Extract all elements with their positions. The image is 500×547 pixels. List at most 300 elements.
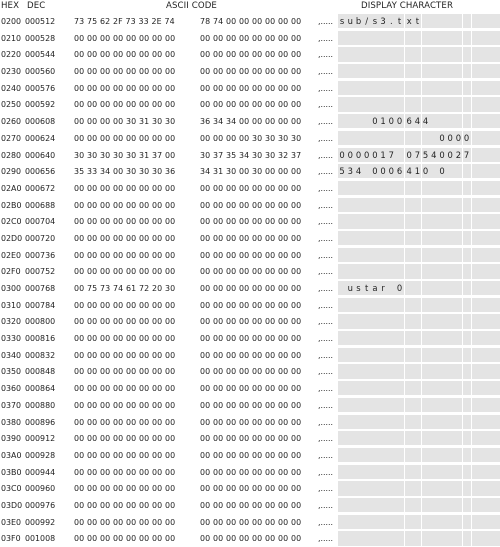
display-character-cells	[338, 113, 500, 130]
display-char-cell	[405, 481, 413, 495]
display-char-cell	[346, 214, 354, 228]
display-char-cell	[354, 481, 362, 495]
hex-address: 0330	[1, 334, 22, 344]
display-char-cell	[338, 448, 346, 462]
display-char-cell	[346, 498, 354, 512]
display-char-cell	[379, 47, 387, 61]
display-char-cell	[354, 114, 362, 128]
display-char-cell	[379, 331, 387, 345]
dec-address: 000608	[25, 117, 56, 127]
display-char-cell	[472, 264, 480, 278]
display-char-cell	[379, 398, 387, 412]
ascii-dots: ,.....	[318, 50, 334, 60]
display-char-cell	[463, 281, 471, 295]
display-char-cell	[489, 448, 497, 462]
display-char-cell: 5	[338, 164, 346, 178]
hex-bytes-group-1: 00 00 00 00 00 00 00 00	[74, 50, 176, 60]
table-row	[0, 280, 500, 297]
hex-bytes-group-2: 00 00 00 00 00 00 00 00	[200, 517, 302, 527]
display-char-cell	[395, 531, 403, 545]
display-char-cell	[430, 81, 438, 95]
display-char-cell	[354, 248, 362, 262]
display-char-cell: 0	[438, 148, 446, 162]
dec-address: 000880	[25, 400, 56, 410]
display-char-cell	[363, 164, 371, 178]
hex-bytes-group-1: 00 00 00 00 00 00 00 00	[74, 434, 176, 444]
ascii-dots: ,.....	[318, 33, 334, 43]
display-char-cell	[454, 97, 462, 111]
dec-address: 001008	[25, 534, 56, 544]
hex-bytes-group-2: 00 00 00 00 00 00 00 00	[200, 50, 302, 60]
display-char-cell	[463, 47, 471, 61]
display-char-cell	[363, 97, 371, 111]
display-char-cell	[430, 164, 438, 178]
hex-bytes-group-1: 00 00 00 00 00 00 00 00	[74, 467, 176, 477]
display-char-cell	[354, 47, 362, 61]
display-char-cell	[363, 364, 371, 378]
display-char-cell	[405, 281, 413, 295]
display-char-cell	[395, 298, 403, 312]
hex-bytes-group-2: 00 00 00 00 00 00 00 00	[200, 67, 302, 77]
display-char-cell	[413, 81, 421, 95]
display-char-cell	[422, 181, 430, 195]
display-character-cells	[338, 397, 500, 414]
display-char-cell	[405, 448, 413, 462]
display-char-cell	[413, 465, 421, 479]
display-char-cell	[430, 515, 438, 529]
display-char-cell	[463, 515, 471, 529]
display-char-cell	[489, 97, 497, 111]
display-char-cell	[454, 298, 462, 312]
display-char-cell	[430, 498, 438, 512]
display-char-cell	[430, 64, 438, 78]
hex-address: 0390	[1, 434, 22, 444]
display-char-cell	[395, 431, 403, 445]
display-char-cell: 7	[413, 148, 421, 162]
display-char-cell	[438, 331, 446, 345]
display-char-cell	[395, 81, 403, 95]
display-char-cell	[371, 131, 379, 145]
display-char-cell	[446, 281, 454, 295]
display-char-cell	[438, 498, 446, 512]
hex-bytes-group-2: 34 31 30 00 30 00 00 00	[200, 167, 302, 177]
display-char-cell	[338, 114, 346, 128]
display-char-cell	[489, 281, 497, 295]
hex-bytes-group-1: 00 00 00 00 00 00 00 00	[74, 484, 176, 494]
display-char-cell	[387, 181, 395, 195]
display-char-cell: 6	[395, 164, 403, 178]
display-char-cell	[379, 264, 387, 278]
hex-bytes-group-1: 00 00 00 00 00 00 00 00	[74, 133, 176, 143]
ascii-dots: ,.....	[318, 167, 334, 177]
display-char-cell	[338, 231, 346, 245]
hex-address: 0300	[1, 284, 22, 293]
display-char-cell	[463, 498, 471, 512]
display-char-cell: 0	[371, 164, 379, 178]
display-char-cell	[405, 381, 413, 395]
display-char-cell	[472, 81, 480, 95]
display-char-cell	[346, 348, 354, 362]
display-char-cell: 0	[438, 164, 446, 178]
table-row	[0, 30, 500, 47]
display-character-cells	[338, 163, 500, 180]
display-char-cell	[363, 198, 371, 212]
display-char-cell: t	[395, 14, 403, 28]
display-char-cell	[395, 148, 403, 162]
display-char-cell	[463, 31, 471, 45]
table-row	[0, 147, 500, 164]
display-char-cell	[422, 531, 430, 545]
display-char-cell	[480, 31, 488, 45]
hex-bytes-group-1: 00 00 00 00 30 31 30 30	[74, 117, 176, 127]
table-row	[0, 514, 500, 531]
display-character-cells	[338, 213, 500, 230]
display-char-cell	[454, 364, 462, 378]
dec-address: 000976	[25, 500, 56, 510]
display-character-cells	[338, 414, 500, 431]
display-char-cell	[379, 131, 387, 145]
display-char-cell	[454, 465, 462, 479]
display-character-cells	[338, 280, 500, 297]
display-char-cell	[346, 264, 354, 278]
hex-bytes-group-2: 00 00 00 00 00 00 00 00	[200, 284, 302, 293]
display-char-cell	[346, 198, 354, 212]
display-char-cell	[387, 314, 395, 328]
display-char-cell	[422, 298, 430, 312]
table-row	[0, 464, 500, 481]
display-char-cell	[413, 348, 421, 362]
display-char-cell	[405, 314, 413, 328]
display-char-cell	[480, 148, 488, 162]
display-char-cell	[387, 381, 395, 395]
table-row	[0, 80, 500, 97]
display-char-cell	[430, 281, 438, 295]
display-char-cell	[395, 131, 403, 145]
display-char-cell	[480, 364, 488, 378]
display-char-cell	[405, 81, 413, 95]
display-char-cell	[379, 248, 387, 262]
ascii-dots: ,.....	[318, 484, 334, 494]
display-char-cell	[354, 415, 362, 429]
display-char-cell	[446, 97, 454, 111]
hex-bytes-group-2: 00 00 00 00 00 00 00 00	[200, 400, 302, 410]
display-char-cell	[395, 448, 403, 462]
display-char-cell	[430, 431, 438, 445]
display-char-cell	[338, 531, 346, 545]
display-char-cell	[438, 415, 446, 429]
display-char-cell	[422, 281, 430, 295]
display-char-cell	[454, 281, 462, 295]
display-char-cell	[438, 31, 446, 45]
display-char-cell	[379, 415, 387, 429]
display-char-cell	[472, 181, 480, 195]
table-row	[0, 180, 500, 197]
display-character-cells	[338, 347, 500, 364]
hex-address: 0200	[1, 17, 22, 26]
display-char-cell	[379, 31, 387, 45]
display-char-cell	[463, 231, 471, 245]
table-row	[0, 163, 500, 180]
display-char-cell	[395, 415, 403, 429]
ascii-dots: ,.....	[318, 67, 334, 77]
display-char-cell	[405, 248, 413, 262]
display-char-cell	[405, 498, 413, 512]
display-char-cell	[446, 81, 454, 95]
display-char-cell: 4	[430, 148, 438, 162]
display-char-cell	[489, 64, 497, 78]
display-char-cell	[395, 364, 403, 378]
display-char-cell	[363, 314, 371, 328]
display-char-cell	[346, 515, 354, 529]
display-char-cell	[338, 415, 346, 429]
hex-address: 0260	[1, 117, 22, 127]
display-char-cell	[387, 31, 395, 45]
table-row	[0, 397, 500, 414]
display-character-cells	[338, 180, 500, 197]
dec-column-header: DEC	[27, 1, 46, 11]
display-char-cell	[422, 97, 430, 111]
display-char-cell	[463, 64, 471, 78]
ascii-code-header: ASCII CODE	[166, 1, 217, 11]
hex-bytes-group-1: 73 75 62 2F 73 33 2E 74	[74, 17, 175, 26]
hex-address: 0320	[1, 317, 22, 327]
display-char-cell	[472, 431, 480, 445]
display-char-cell	[387, 264, 395, 278]
display-char-cell	[489, 164, 497, 178]
ascii-dots: ,.....	[318, 334, 334, 344]
display-char-cell	[387, 214, 395, 228]
display-char-cell	[489, 214, 497, 228]
display-char-cell: 0	[446, 148, 454, 162]
display-char-cell	[438, 114, 446, 128]
display-char-cell	[463, 81, 471, 95]
display-char-cell: b	[354, 14, 362, 28]
display-char-cell	[395, 264, 403, 278]
display-character-cells	[338, 80, 500, 97]
display-char-cell: x	[405, 14, 413, 28]
display-char-cell: u	[346, 14, 354, 28]
dec-address: 000752	[25, 267, 56, 277]
display-char-cell	[387, 531, 395, 545]
display-char-cell	[354, 498, 362, 512]
display-char-cell	[371, 248, 379, 262]
ascii-dots: ,.....	[318, 317, 334, 327]
display-char-cell	[463, 97, 471, 111]
display-char-cell	[422, 448, 430, 462]
display-char-cell	[379, 231, 387, 245]
display-char-cell	[430, 364, 438, 378]
hex-bytes-group-2: 30 37 35 34 30 30 32 37	[200, 150, 302, 160]
display-char-cell	[379, 64, 387, 78]
hex-bytes-group-1: 00 00 00 00 00 00 00 00	[74, 33, 176, 43]
display-char-cell	[422, 331, 430, 345]
display-char-cell	[338, 181, 346, 195]
display-char-cell	[405, 364, 413, 378]
display-char-cell	[463, 214, 471, 228]
display-char-cell	[413, 498, 421, 512]
display-char-cell	[438, 515, 446, 529]
table-row	[0, 230, 500, 247]
display-char-cell	[379, 364, 387, 378]
display-char-cell	[438, 298, 446, 312]
display-char-cell	[371, 431, 379, 445]
display-char-cell	[387, 348, 395, 362]
display-char-cell	[413, 47, 421, 61]
display-char-cell	[371, 81, 379, 95]
display-char-cell: 0	[422, 164, 430, 178]
display-char-cell	[395, 47, 403, 61]
display-char-cell: s	[354, 281, 362, 295]
dec-address: 000624	[25, 133, 56, 143]
display-character-cells	[338, 497, 500, 514]
display-char-cell	[480, 431, 488, 445]
display-char-cell	[387, 131, 395, 145]
dec-address: 000944	[25, 467, 56, 477]
display-char-cell	[430, 131, 438, 145]
display-char-cell	[422, 314, 430, 328]
display-char-cell	[338, 264, 346, 278]
display-char-cell: 0	[387, 164, 395, 178]
display-char-cell	[354, 381, 362, 395]
display-char-cell	[371, 381, 379, 395]
display-char-cell	[430, 448, 438, 462]
display-char-cell	[446, 348, 454, 362]
display-char-cell	[480, 214, 488, 228]
display-char-cell	[422, 31, 430, 45]
display-char-cell	[446, 181, 454, 195]
table-row	[0, 363, 500, 380]
display-char-cell	[454, 481, 462, 495]
display-char-cell	[472, 465, 480, 479]
display-char-cell	[346, 364, 354, 378]
display-char-cell	[463, 264, 471, 278]
ascii-dots: ,.....	[318, 434, 334, 444]
display-char-cell	[422, 231, 430, 245]
display-char-cell	[472, 214, 480, 228]
display-char-cell	[346, 531, 354, 545]
display-char-cell	[430, 214, 438, 228]
dec-address: 000960	[25, 484, 56, 494]
display-char-cell	[454, 14, 462, 28]
display-char-cell	[446, 465, 454, 479]
display-char-cell	[463, 181, 471, 195]
display-char-cell	[480, 298, 488, 312]
display-character-cells	[338, 530, 500, 547]
hex-bytes-group-2: 00 00 00 00 00 00 00 00	[200, 100, 302, 110]
display-char-cell: r	[379, 281, 387, 295]
display-char-cell	[454, 448, 462, 462]
display-char-cell	[454, 331, 462, 345]
display-char-cell	[371, 298, 379, 312]
display-char-cell	[413, 481, 421, 495]
display-char-cell	[346, 314, 354, 328]
display-char-cell	[413, 281, 421, 295]
display-char-cell	[395, 97, 403, 111]
display-char-cell: 0	[354, 148, 362, 162]
display-char-cell	[371, 481, 379, 495]
display-char-cell	[354, 314, 362, 328]
display-char-cell: 0	[346, 148, 354, 162]
display-char-cell: 5	[422, 148, 430, 162]
table-row	[0, 13, 500, 30]
display-char-cell	[463, 465, 471, 479]
display-char-cell	[472, 531, 480, 545]
display-char-cell	[480, 231, 488, 245]
ascii-dots: ,.....	[318, 467, 334, 477]
display-char-cell	[430, 298, 438, 312]
display-char-cell: 7	[387, 148, 395, 162]
hex-address: 0220	[1, 50, 22, 60]
display-char-cell: /	[363, 14, 371, 28]
display-char-cell	[480, 14, 488, 28]
display-char-cell	[395, 381, 403, 395]
display-char-cell	[338, 47, 346, 61]
table-row	[0, 530, 500, 547]
table-row	[0, 197, 500, 214]
hex-bytes-group-1: 00 00 00 00 00 00 00 00	[74, 317, 176, 327]
hex-bytes-group-1: 00 00 00 00 00 00 00 00	[74, 217, 176, 227]
hex-bytes-group-1: 00 00 00 00 00 00 00 00	[74, 250, 176, 260]
display-char-cell	[354, 198, 362, 212]
display-char-cell	[346, 481, 354, 495]
display-char-cell	[489, 381, 497, 395]
display-char-cell	[387, 448, 395, 462]
display-character-cells	[338, 464, 500, 481]
display-char-cell	[354, 97, 362, 111]
display-char-cell	[387, 64, 395, 78]
display-char-cell	[480, 181, 488, 195]
hex-bytes-group-2: 00 00 00 00 00 00 00 00	[200, 500, 302, 510]
display-char-cell	[371, 498, 379, 512]
display-char-cell	[472, 331, 480, 345]
display-character-cells	[338, 514, 500, 531]
display-char-cell	[454, 498, 462, 512]
hex-address: 02F0	[1, 267, 21, 277]
display-char-cell	[338, 481, 346, 495]
hex-address: 0370	[1, 400, 22, 410]
display-character-cells	[338, 46, 500, 63]
display-char-cell	[354, 531, 362, 545]
display-char-cell	[472, 198, 480, 212]
hex-bytes-group-1: 00 00 00 00 00 00 00 00	[74, 350, 176, 360]
display-char-cell	[371, 348, 379, 362]
display-char-cell	[438, 398, 446, 412]
display-char-cell: 6	[405, 114, 413, 128]
display-char-cell	[422, 14, 430, 28]
dec-address: 000896	[25, 417, 56, 427]
display-char-cell	[379, 431, 387, 445]
display-char-cell	[422, 47, 430, 61]
display-char-cell	[489, 348, 497, 362]
ascii-dots: ,.....	[318, 83, 334, 93]
display-char-cell	[413, 231, 421, 245]
display-char-cell	[463, 114, 471, 128]
display-char-cell	[463, 431, 471, 445]
display-char-cell	[430, 181, 438, 195]
display-char-cell	[346, 415, 354, 429]
ascii-dots: ,.....	[318, 500, 334, 510]
display-char-cell	[430, 31, 438, 45]
hex-bytes-group-2: 00 00 00 00 00 00 00 00	[200, 267, 302, 277]
display-char-cell	[354, 264, 362, 278]
table-row	[0, 63, 500, 80]
display-char-cell	[379, 298, 387, 312]
display-char-cell	[338, 81, 346, 95]
display-char-cell	[405, 231, 413, 245]
hex-address: 03B0	[1, 467, 22, 477]
display-char-cell	[363, 47, 371, 61]
display-char-cell	[489, 181, 497, 195]
